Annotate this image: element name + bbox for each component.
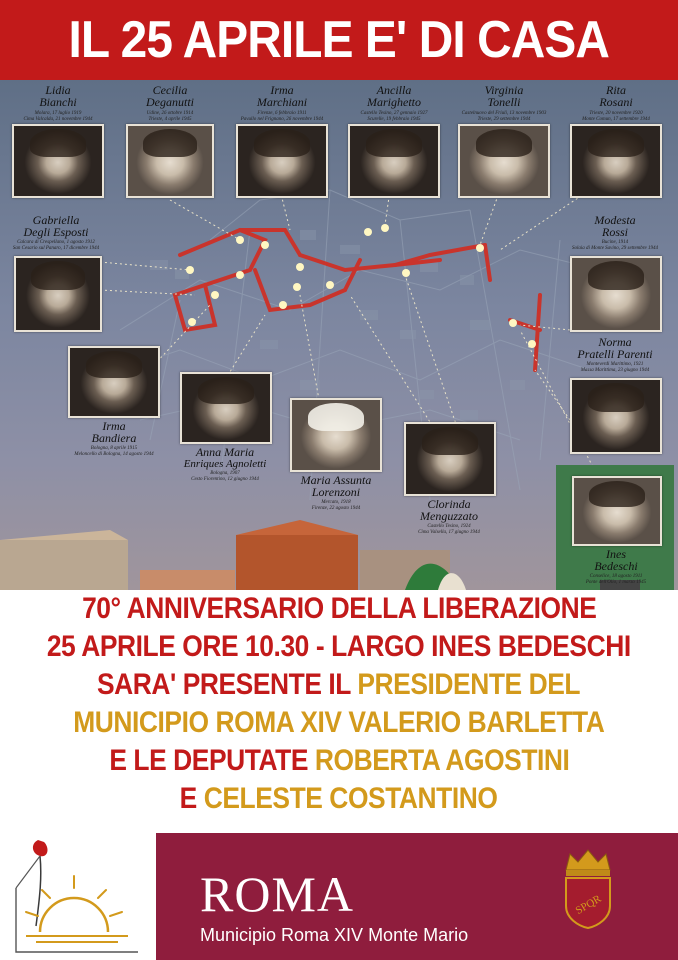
portrait-death: Meloncello di Bologna, 14 agosto 1944 [74, 452, 154, 457]
portrait-birth: Udine, 26 ottobre 1914 [146, 111, 194, 116]
portrait-name-first: Norma [598, 335, 632, 349]
portrait-birth: Castello Tesino, 1924 [427, 524, 471, 529]
date-location-text: 25 APRILE ORE 10.30 - LARGO INES BEDESCHI [47, 630, 631, 663]
portrait-birth: Monteverdi Marittimo, 1921 [586, 362, 644, 367]
portrait-birth: Calcara di Crespellano, 1 agosto 1912 [17, 240, 95, 245]
portrait-birth: Conselice, 18 agosto 1911 [589, 574, 643, 579]
portrait-photo [12, 124, 104, 198]
portrait-maria-assunta-lorenzoni [288, 396, 384, 512]
spqr-crest-icon [558, 848, 618, 930]
portrait-photo [570, 124, 662, 198]
portrait-name-last: Pratelli Parenti [577, 347, 653, 361]
presence-text: SARA' PRESENTE IL [97, 668, 358, 701]
portrait-ancilla-marighetto [346, 80, 442, 200]
portrait-ines-bedeschi [566, 472, 666, 588]
portrait-name-last: Deganutti [146, 95, 194, 109]
portrait-photo [572, 476, 662, 546]
portrait-cecilia-deganutti [122, 80, 218, 200]
anniversary-text: 70° ANNIVERSARIO DELLA LIBERAZIONE [81, 592, 597, 625]
deputy-costantino-text: CELESTE COSTANTINO [204, 782, 498, 815]
portrait-birth: Bologna, 8 aprile 1915 [90, 446, 138, 451]
poster-title: IL 25 APRILE E' DI CASA [68, 11, 610, 69]
portrait-photo [14, 256, 102, 332]
president-text: PRESIDENTE DEL [357, 668, 581, 701]
portrait-birth: Castelnuovo del Friuli, 13 novembre 1903 [461, 111, 547, 116]
announcement-line-1 [0, 592, 678, 626]
announcement-line-2 [0, 630, 678, 664]
portrait-name-first: Anna Maria [195, 445, 255, 459]
portrait-name-first: Ancilla [376, 83, 412, 97]
portrait-name-first: Lidia [45, 83, 71, 97]
portrait-name-last: Bianchi [39, 95, 77, 109]
portrait-birth: Castello Tesino, 27 gennaio 1927 [360, 111, 428, 116]
portrait-virginia-tonelli [456, 80, 552, 200]
municipio-president-text: MUNICIPIO ROMA XIV VALERIO BARLETTA [73, 706, 605, 739]
portrait-death: Monte Comun, 17 settembre 1944 [582, 117, 650, 122]
portrait-name-last: Degli Esposti [23, 225, 89, 239]
portrait-anna-maria-enriques-agnoletti [176, 370, 274, 484]
portrait-death: Scurelle, 19 febbraio 1945 [367, 117, 421, 122]
portrait-gabriella-degli-esposti [8, 214, 104, 332]
portrait-irma-bandiera [66, 344, 162, 466]
crest-text: SPQR [573, 892, 604, 917]
announcement-line-6 [0, 782, 678, 816]
portrait-clorinda-menguzzato [400, 420, 498, 538]
portrait-death: Cesto Fiorentino, 12 giugno 1944 [191, 477, 259, 482]
portrait-death: Massa Marittima, 23 giugno 1944 [580, 368, 650, 373]
portrait-name-first: Cecilia [152, 83, 188, 97]
portrait-name-last: Tonelli [487, 95, 521, 109]
portrait-photo [348, 124, 440, 198]
portrait-name-first: Modesta [594, 213, 636, 227]
portrait-name-last: Enriques Agnoletti [183, 458, 267, 470]
portrait-name-first: Gabriella [32, 213, 80, 227]
portrait-name-last: Menguzzato [420, 509, 478, 523]
portrait-rita-rosani [568, 80, 664, 200]
deputies-text: E LE DEPUTATE [108, 744, 315, 777]
portrait-lidia-bianchi [10, 80, 106, 200]
portrait-name-first: Virginia [484, 83, 524, 97]
municipio-name: Municipio Roma XIV Monte Mario [200, 925, 469, 945]
portrait-photo [68, 346, 160, 418]
portrait-photo [458, 124, 550, 198]
portrait-name-last: Marchiani [256, 95, 308, 109]
portrait-name-first: Clorinda [427, 497, 471, 511]
portrait-birth: Mercato, 1918 [321, 500, 351, 505]
and-text: E [180, 782, 205, 815]
portrait-birth: Trieste, 20 novembre 1920 [589, 111, 643, 116]
roma-wordmark: ROMA [200, 866, 355, 922]
portrait-name-first: Maria Assunta [300, 473, 372, 487]
deputy-agostini-text: ROBERTA AGOSTINI [314, 744, 570, 777]
portrait-name-last: Rossi [601, 225, 628, 239]
portrait-name-last: Bedeschi [594, 559, 638, 573]
portrait-photo [570, 256, 662, 332]
portrait-birth: Firenze, 6 febbraio 1911 [257, 111, 307, 116]
announcement-line-3 [0, 668, 678, 702]
portrait-death: Firenze, 22 agosto 1944 [311, 506, 361, 511]
portrait-death: Trieste, 29 settembre 1944 [477, 117, 531, 122]
portrait-death: Ponte dell'Olio, 1 marzo 1945 [585, 580, 647, 585]
portrait-photo [570, 378, 662, 454]
map-illustration [0, 80, 678, 590]
portrait-name-first: Irma [102, 419, 126, 433]
announcement-line-4 [0, 706, 678, 740]
portrait-death: Solaia di Monte Savino, 29 settembre 1944 [571, 246, 659, 251]
portrait-name-last: Marighetto [367, 95, 421, 109]
title-banner [0, 0, 678, 80]
portrait-name-last: Bandiera [91, 431, 137, 445]
portrait-death: Trieste, 4 aprile 1945 [148, 117, 192, 122]
portrait-name-last: Lorenzoni [311, 485, 361, 499]
portrait-death: Pavullo nel Frignano, 26 novembre 1944 [240, 117, 324, 122]
portrait-photo [180, 372, 272, 444]
portrait-name-last: Rosani [599, 95, 633, 109]
portrait-name-first: Ines [606, 547, 626, 561]
announcement-line-5 [0, 744, 678, 778]
portrait-norma-pratelli-parenti [566, 334, 664, 454]
portrait-photo [290, 398, 382, 472]
portrait-name-first: Irma [270, 83, 294, 97]
portrait-name-first: Rita [606, 83, 626, 97]
portrait-death: Cima Valsella, 17 giugno 1944 [418, 530, 480, 535]
portrait-death: San Cesario sul Panaro, 17 dicembre 1944 [12, 246, 100, 251]
portrait-modesta-rossi [566, 214, 664, 332]
portrait-photo [236, 124, 328, 198]
portrait-birth: Molara, 17 luglio 1919 [34, 111, 82, 116]
portrait-photo [404, 422, 496, 496]
portrait-death: Cima Valcalda, 21 novembre 1944 [23, 117, 93, 122]
sunrise-flower-logo-icon [10, 836, 150, 956]
portrait-birth: Bologna, 1907 [210, 471, 240, 476]
portrait-photo [126, 124, 214, 198]
portrait-irma-marchiani [234, 80, 330, 200]
portrait-birth: Bucine, 1914 [601, 240, 629, 245]
